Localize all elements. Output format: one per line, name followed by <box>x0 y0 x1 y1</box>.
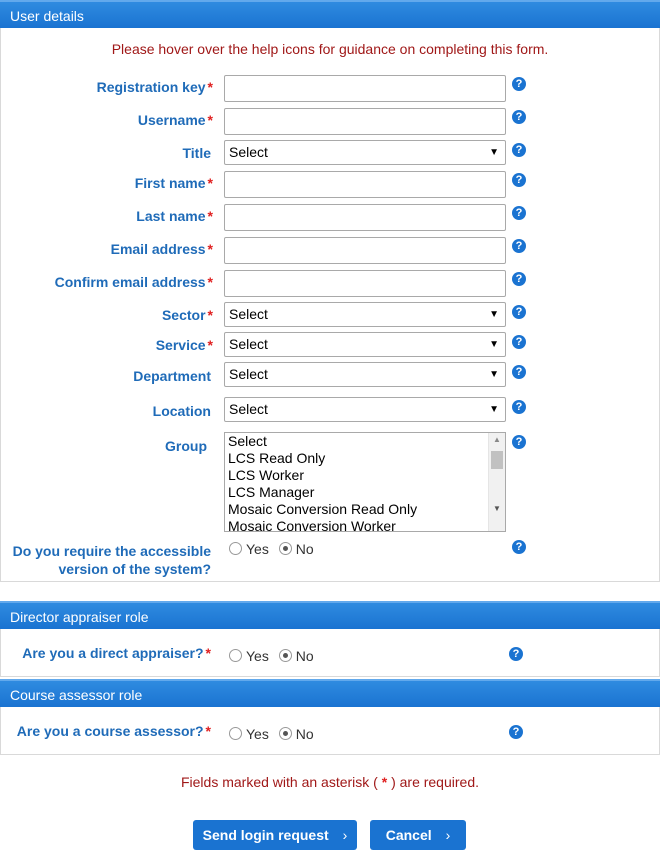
help-icon[interactable]: ? <box>512 77 526 91</box>
chevron-right-icon: › <box>342 827 348 843</box>
required-marker: * <box>207 112 213 128</box>
help-icon[interactable]: ? <box>512 335 526 349</box>
help-icon[interactable]: ? <box>512 400 526 414</box>
sector-select[interactable]: Select ▼ <box>224 302 506 327</box>
group-listbox[interactable] <box>224 432 506 532</box>
help-icon[interactable]: ? <box>512 272 526 286</box>
confirm-email-label: Confirm email address * <box>54 274 213 290</box>
help-icon[interactable]: ? <box>512 110 526 124</box>
help-icon[interactable]: ? <box>509 725 523 739</box>
dropdown-arrow-icon: ▼ <box>489 147 499 158</box>
required-marker: * <box>207 79 213 95</box>
last-name-label: Last name * <box>136 208 213 224</box>
course-assessor-yes-radio[interactable]: Yes <box>229 726 269 742</box>
course-assessor-header: Course assessor role <box>0 679 660 707</box>
registration-key-input[interactable] <box>224 75 506 102</box>
accessible-no-radio[interactable]: No <box>279 541 314 557</box>
direct-appraiser-no-radio[interactable]: No <box>279 648 314 664</box>
help-icon[interactable]: ? <box>512 143 526 157</box>
help-icon[interactable]: ? <box>512 540 526 554</box>
list-item[interactable]: Mosaic Conversion Read Only <box>228 501 418 517</box>
help-icon[interactable]: ? <box>509 647 523 661</box>
send-login-request-button[interactable]: Send login request › <box>193 820 357 850</box>
direct-appraiser-label: Are you a direct appraiser? * <box>22 645 211 661</box>
accessible-yes-radio[interactable]: Yes <box>229 541 269 557</box>
sector-label: Sector * <box>161 307 213 323</box>
list-item[interactable]: Mosaic Conversion Worker <box>228 518 396 532</box>
list-item[interactable]: LCS Worker <box>228 467 304 483</box>
listbox-scrollbar[interactable] <box>488 433 505 531</box>
list-item[interactable]: LCS Manager <box>228 484 315 500</box>
required-marker: * <box>207 307 213 323</box>
location-select[interactable]: Select ▼ <box>224 397 506 422</box>
cancel-button[interactable]: Cancel › <box>370 820 466 850</box>
director-appraiser-header: Director appraiser role <box>0 601 660 629</box>
username-label: Username * <box>137 112 213 128</box>
course-assessor-no-radio[interactable]: No <box>279 726 314 742</box>
dropdown-arrow-icon: ▼ <box>489 369 499 380</box>
required-marker: * <box>207 241 213 257</box>
required-marker: * <box>205 723 211 739</box>
course-assessor-label: Are you a course assessor? * <box>16 723 211 739</box>
last-name-input[interactable] <box>224 204 506 231</box>
dropdown-arrow-icon: ▼ <box>489 309 499 320</box>
title-select[interactable]: Select ▼ <box>224 140 506 165</box>
scrollbar-thumb[interactable] <box>491 451 503 469</box>
first-name-input[interactable] <box>224 171 506 198</box>
user-details-header: User details <box>0 0 660 28</box>
service-label: Service * <box>155 337 213 353</box>
required-marker: * <box>207 175 213 191</box>
title-label: Title <box>182 145 211 161</box>
accessible-version-label: Do you require the accessible version of the system? <box>12 543 211 577</box>
form-hint: Please hover over the help icons for guidance on completing this form. <box>111 41 549 57</box>
direct-appraiser-radio-group <box>229 648 314 664</box>
first-name-label: First name * <box>134 175 213 191</box>
group-label: Group <box>165 438 207 454</box>
confirm-email-input[interactable] <box>224 270 506 297</box>
department-select[interactable]: Select ▼ <box>224 362 506 387</box>
course-assessor-radio-group <box>229 726 314 742</box>
chevron-right-icon: › <box>445 827 451 843</box>
required-marker: * <box>207 337 213 353</box>
required-fields-note: Fields marked with an asterisk ( * ) are required. <box>180 774 479 790</box>
location-label: Location <box>152 403 211 419</box>
required-marker: * <box>205 645 211 661</box>
direct-appraiser-yes-radio[interactable]: Yes <box>229 648 269 664</box>
scroll-up-icon[interactable]: ▲ <box>493 435 501 444</box>
help-icon[interactable]: ? <box>512 239 526 253</box>
help-icon[interactable]: ? <box>512 206 526 220</box>
service-select[interactable]: Select ▼ <box>224 332 506 357</box>
registration-key-label: Registration key * <box>96 79 213 95</box>
accessible-radio-group <box>229 541 314 557</box>
help-icon[interactable]: ? <box>512 173 526 187</box>
dropdown-arrow-icon: ▼ <box>489 404 499 415</box>
required-marker: * <box>207 208 213 224</box>
username-input[interactable] <box>224 108 506 135</box>
dropdown-arrow-icon: ▼ <box>489 339 499 350</box>
email-input[interactable] <box>224 237 506 264</box>
help-icon[interactable]: ? <box>512 365 526 379</box>
required-marker: * <box>207 274 213 290</box>
help-icon[interactable]: ? <box>512 435 526 449</box>
department-label: Department <box>133 368 211 384</box>
list-item[interactable]: Select <box>228 433 267 449</box>
list-item[interactable]: LCS Read Only <box>228 450 326 466</box>
scroll-down-icon[interactable]: ▼ <box>493 504 501 513</box>
email-label: Email address * <box>110 241 213 257</box>
help-icon[interactable]: ? <box>512 305 526 319</box>
